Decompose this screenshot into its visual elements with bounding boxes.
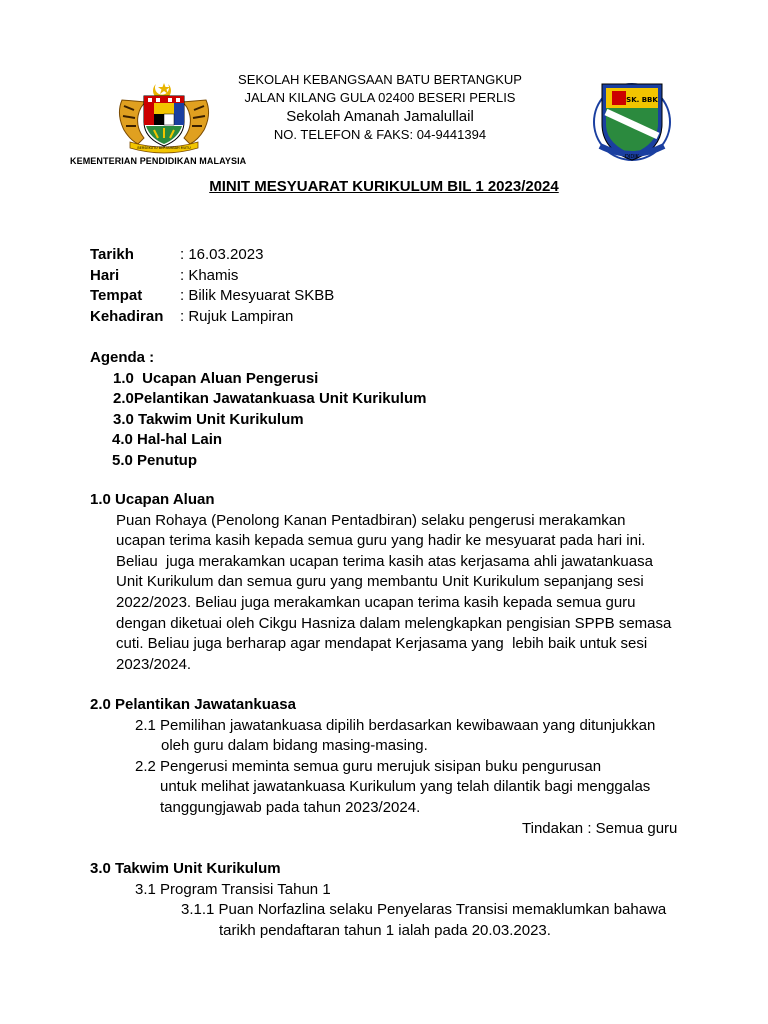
paragraph-line: 2022/2023. Beliau juga merakamkan ucapan terima kasih kepada semua guru <box>116 594 636 611</box>
info-label-attendance: Kehadiran <box>90 307 164 325</box>
svg-text:DIDIK: DIDIK <box>625 154 639 160</box>
document-title: MINIT MESYUARAT KURIKULUM BIL 1 2023/2024 <box>209 178 559 195</box>
paragraph-line: dengan diketuai oleh Cikgu Hasniza dalam melengkapkan pengisian SPPB semasa <box>116 614 672 632</box>
school-badge-icon <box>592 78 672 164</box>
agenda-item: 1.0 Ucapan Aluan Pengerusi <box>113 369 319 387</box>
section-heading: 3.0 Takwim Unit Kurikulum <box>90 860 281 877</box>
svg-text:BERSEKUTU BERTAMBAH MUTU: BERSEKUTU BERTAMBAH MUTU <box>137 146 191 150</box>
agenda-item: 3.0 Takwim Unit Kurikulum <box>113 410 304 428</box>
paragraph-line: 3.1.1 Puan Norfazlina selaku Penyelaras Transisi memaklumkan bahawa <box>181 901 667 919</box>
info-value-attendance: : Rujuk Lampiran <box>180 307 294 325</box>
school-address: JALAN KILANG GULA 02400 BESERI PERLIS <box>244 90 516 105</box>
school-motto: Sekolah Amanah Jamalullail <box>286 108 474 125</box>
paragraph-line: Puan Rohaya (Penolong Kanan Pentadbiran) selaku pengerusi merakamkan <box>116 511 626 529</box>
paragraph-line: tarikh pendaftaran tahun 1 ialah pada 20.03.2023. <box>219 921 551 939</box>
agenda-item: 2.0Pelantikan Jawatankuasa Unit Kurikulum <box>113 390 427 408</box>
paragraph-line: 2.2 Pengerusi meminta semua guru merujuk sisipan buku pengurusan <box>135 757 602 775</box>
subsection-heading: 3.1 Program Transisi Tahun 1 <box>135 880 331 898</box>
info-label-day: Hari <box>90 266 120 284</box>
paragraph-line: 2.1 Pemilihan jawatankuasa dipilih berdasarkan kewibawaan yang ditunjukkan <box>135 716 656 734</box>
info-value-date: : 16.03.2023 <box>180 246 264 263</box>
info-label-date: Tarikh <box>90 246 134 263</box>
school-phone: NO. TELEFON & FAKS: 04-9441394 <box>273 127 487 142</box>
section-heading: 2.0 Pelantikan Jawatankuasa <box>90 696 296 713</box>
section-heading: 1.0 Ucapan Aluan <box>90 491 215 508</box>
paragraph-line: Unit Kurikulum dan semua guru yang membantu Unit Kurikulum sepanjang sesi <box>116 573 644 591</box>
ministry-name: KEMENTERIAN PENDIDIKAN MALAYSIA <box>70 156 247 166</box>
agenda-heading: Agenda : <box>90 349 155 366</box>
action-note: Tindakan : Semua guru <box>522 819 678 837</box>
paragraph-line: 2023/2024. <box>116 655 192 673</box>
paragraph-line: untuk melihat jawatankuasa Kurikulum yang telah dilantik bagi menggalas <box>160 778 651 796</box>
agenda-item: 5.0 Penutup <box>112 452 198 469</box>
school-name: SEKOLAH KEBANGSAAN BATU BERTANGKUP <box>238 72 522 87</box>
info-value-venue: : Bilik Mesyuarat SKBB <box>180 287 335 305</box>
paragraph-line: tanggungjawab pada tahun 2023/2024. <box>160 799 421 816</box>
svg-text:SK. BBK: SK. BBK <box>626 96 658 104</box>
paragraph-line: cuti. Beliau juga berharap agar mendapat Kerjasama yang lebih baik untuk sesi <box>116 635 648 653</box>
agenda-item: 4.0 Hal-hal Lain <box>112 431 223 449</box>
info-label-venue: Tempat <box>90 287 143 305</box>
paragraph-line: oleh guru dalam bidang masing-masing. <box>161 737 428 755</box>
paragraph-line: ucapan terima kasih kepada semua guru yang hadir ke mesyuarat pada hari ini. <box>116 532 646 550</box>
info-value-day: : Khamis <box>180 266 239 284</box>
paragraph-line: Beliau juga merakamkan ucapan terima kasih atas kerjasama ahli jawatankuasa <box>116 552 653 570</box>
